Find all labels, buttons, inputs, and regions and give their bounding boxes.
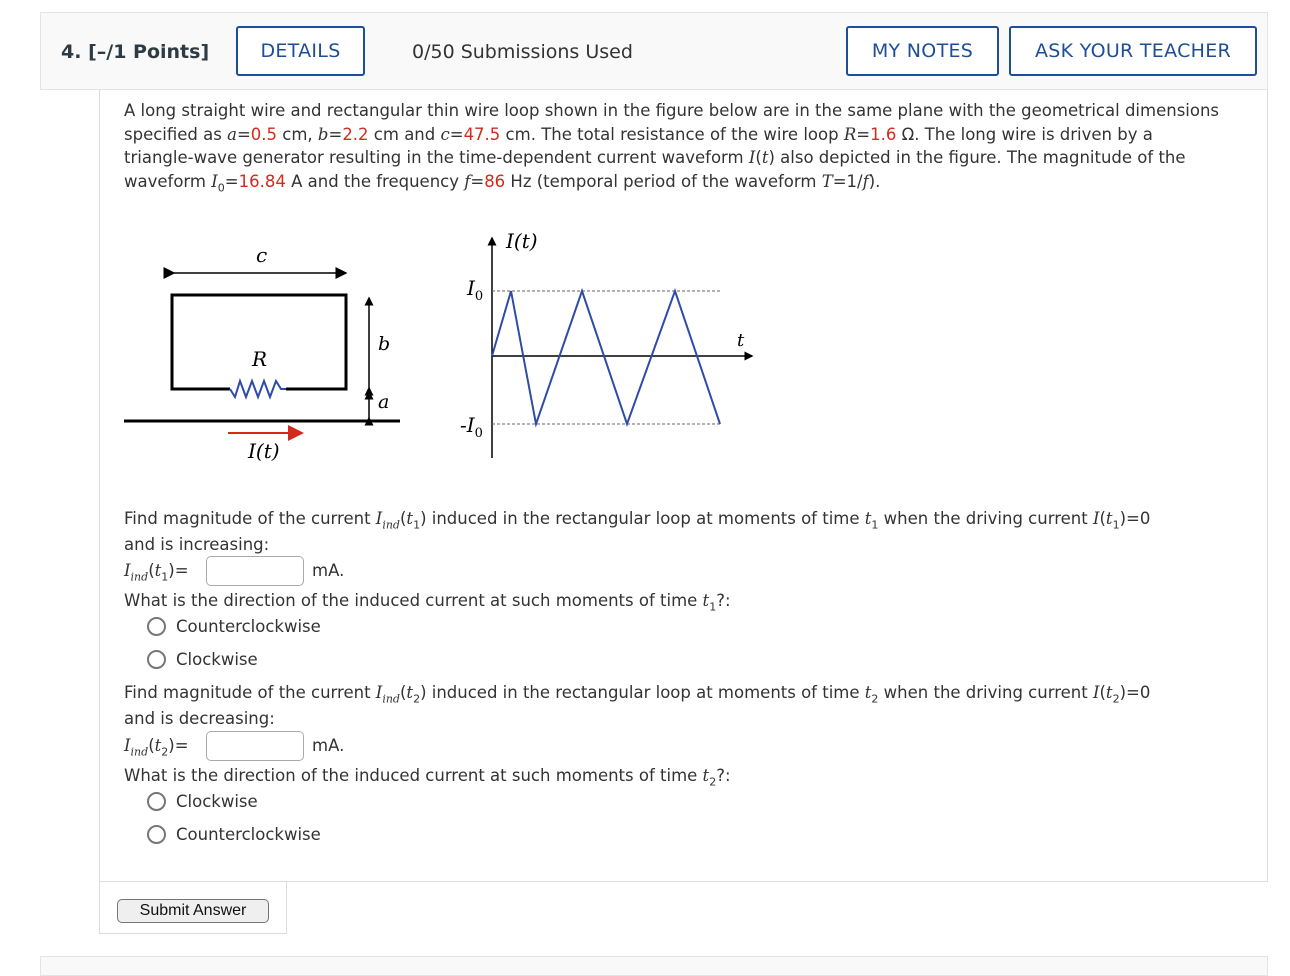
wire-loop [172,295,346,389]
part2-question-cont: and is decreasing: [124,709,275,728]
ask-teacher-button[interactable]: ASK YOUR TEACHER [1009,26,1257,76]
label-b: b [378,333,391,355]
graph-I0-label: $I_0$ [467,276,484,304]
next-question-header [40,956,1268,976]
part2-radio-counterclockwise[interactable] [147,825,166,844]
part2-radio-clockwise[interactable] [147,792,166,811]
part1-radio-counterclockwise[interactable] [147,617,166,636]
details-button[interactable]: DETAILS [236,26,365,76]
part2-question: Find magnitude of the current $I_{ind}(t_2)$ induced in the rectangular loop at moments of time $t_2$ when the driving current $I(t_2)=0$ [124,683,1151,706]
part1-answer-label: $I_{ind}(t_1)=$ [124,561,189,584]
part1-question-cont: and is increasing: [124,535,270,554]
part1-option-counterclockwise[interactable]: Counterclockwise [176,617,321,636]
label-R: R [252,347,268,371]
problem-statement: A long straight wire and rectangular thin wire loop shown in the figure below are in the same plane with the geometrical dimensions specified as a=0.5 cm, b=2.2 cm and c=47.5 cm. The total resistance of the wire loop R=1.6 Ω. The long wire is driven by a triangle-wave generator resulting in the time-dependent current waveform I(t) also depicted in the figure. The magnitude of the waveform $I_0=16.84$ A and the frequency f=86 Hz (temporal period of the waveform T=1/f). [124,101,1220,194]
resistor-icon [230,381,286,397]
part2-option-clockwise[interactable]: Clockwise [176,792,258,811]
question-header [40,12,1268,90]
graph-t-label: t [737,330,745,351]
part1-radio-clockwise[interactable] [147,650,166,669]
part2-answer-label: $I_{ind}(t_2)=$ [124,736,189,759]
label-a: a [378,391,390,413]
graph-title: I(t) [506,229,538,253]
part2-direction-question: What is the direction of the induced current at such moments of time $t_2$?: [124,766,731,789]
part1-option-clockwise[interactable]: Clockwise [176,650,258,669]
part1-direction-question: What is the direction of the induced current at such moments of time $t_1$?: [124,591,731,614]
part1-answer-input[interactable] [206,556,304,586]
submissions-count: 0/50 Submissions Used [412,41,633,63]
problem-figure [110,220,770,470]
question-body [99,90,1268,882]
label-wire-current: I(t) [248,439,280,463]
part1-question: Find magnitude of the current $I_{ind}(t_1)$ induced in the rectangular loop at moments of time $t_1$ when the driving current $I(t_1)=0$ [124,509,1151,532]
part2-option-counterclockwise[interactable]: Counterclockwise [176,825,321,844]
submit-answer-button[interactable]: Submit Answer [117,899,269,923]
part2-answer-input[interactable] [206,731,304,761]
graph-negI0-label: $-I_0$ [460,413,483,441]
question-number: 4. [–/1 Points] [61,41,210,63]
label-c: c [256,243,268,267]
my-notes-button[interactable]: MY NOTES [846,26,999,76]
part2-unit: mA. [312,736,345,755]
triangle-waveform [492,291,720,424]
part1-unit: mA. [312,561,345,580]
